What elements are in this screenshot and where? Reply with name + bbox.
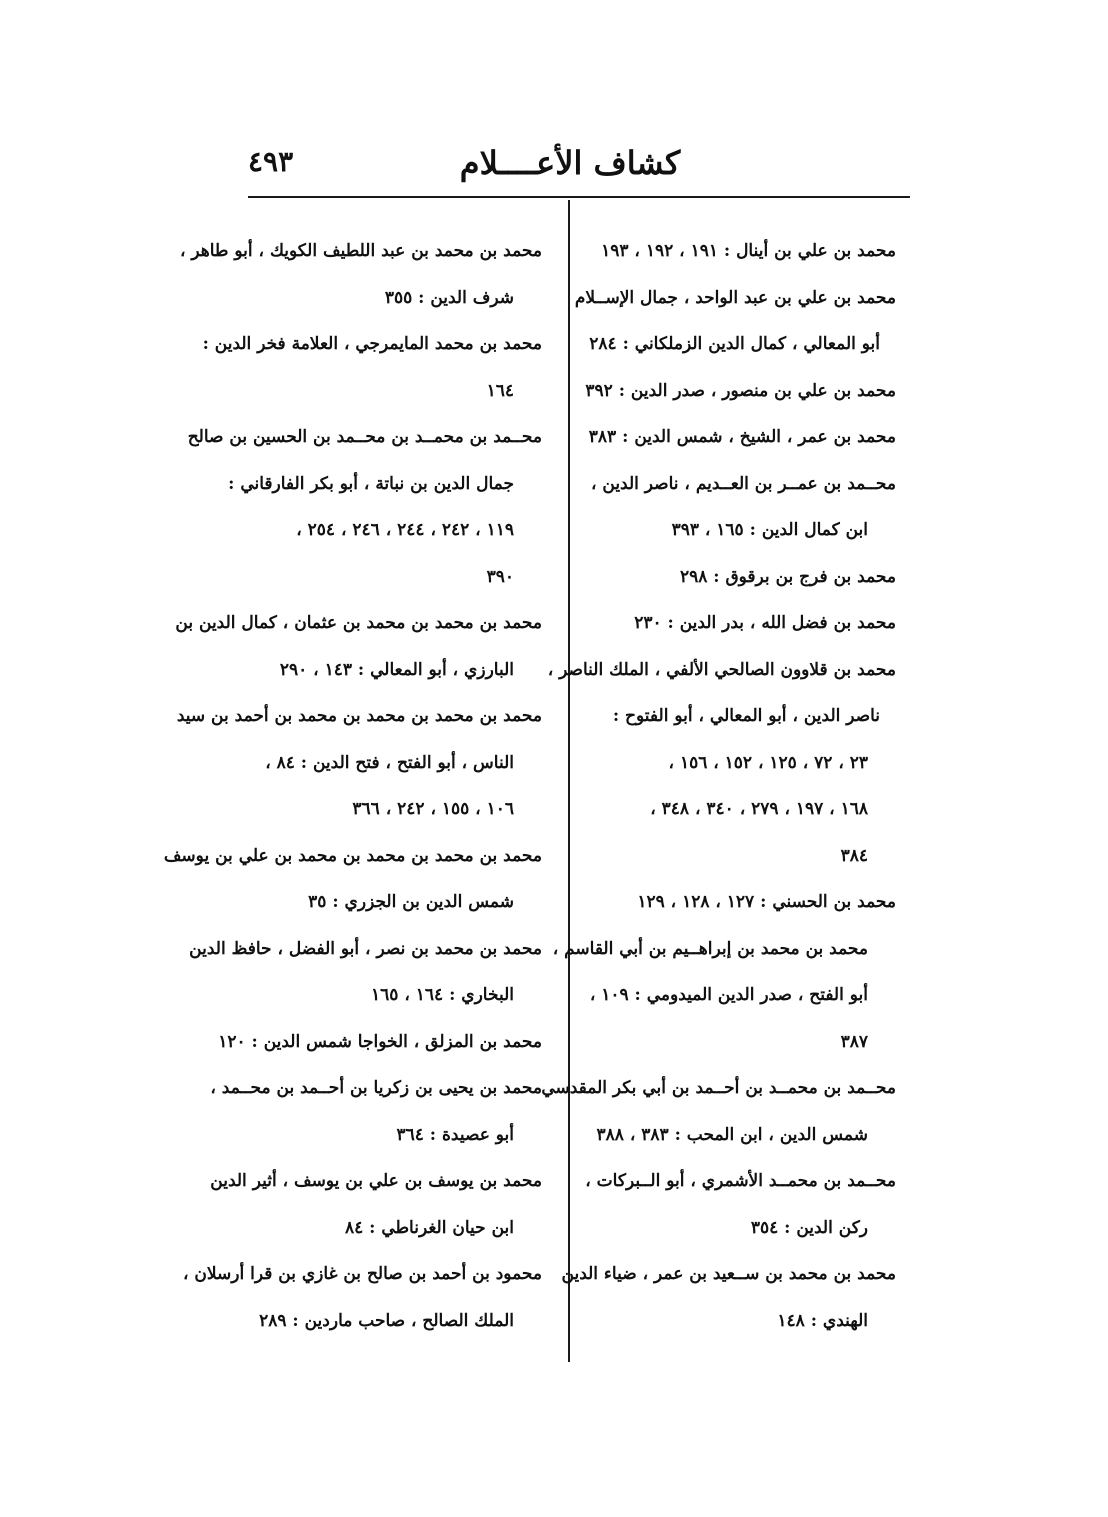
index-line: ناصر الدين ، أبو المعالي ، أبو الفتوح : (612, 706, 880, 726)
index-line: محمد بن محمد بن نصر ، أبو الفضل ، حافظ الدين (189, 938, 542, 959)
index-line: البخاري : ١٦٤ ، ١٦٥ (371, 985, 514, 1005)
index-line: محمد بن المزلق ، الخواجا شمس الدين : ١٢٠ (218, 1031, 542, 1052)
index-line: محمد بن محمد بن محمد بن محمد بن أحمد بن سيد (176, 706, 542, 726)
index-line: الملك الصالح ، صاحب ماردين : ٢٨٩ (259, 1310, 514, 1331)
index-line: محمد بن فضل الله ، بدر الدين : ٢٣٠ (634, 613, 896, 633)
left-column (163, 228, 542, 1344)
index-line: محمد بن علي بن منصور ، صدر الدين : ٣٩٢ (585, 380, 896, 401)
index-line: أبو المعالي ، كمال الدين الزملكاني : ٢٨٤ (589, 334, 880, 354)
index-line: محمد بن محمد بن ســعيد بن عمر ، ضياء الدين (561, 1264, 896, 1284)
index-line: البارزي ، أبو المعالي : ١٤٣ ، ٢٩٠ (279, 659, 514, 680)
page-title: كشاف الأعــــلام (459, 144, 681, 182)
index-line: ١٦٤ (486, 380, 514, 401)
page-number: ٤٩٣ (248, 145, 294, 178)
index-line: محــمد بن محمــد بن محــمد بن الحسين بن صالح (187, 427, 542, 447)
index-line: أبو عصيدة : ٣٦٤ (396, 1124, 514, 1145)
index-line: محمد بن عمر ، الشيخ ، شمس الدين : ٣٨٣ (588, 427, 896, 447)
index-line: ١٦٨ ، ١٩٧ ، ٢٧٩ ، ٣٤٠ ، ٣٤٨ ، (650, 799, 868, 819)
index-line: شمس الدين بن الجزري : ٣٥ (308, 892, 514, 912)
index-line: محمد بن فرج بن برقوق : ٢٩٨ (679, 566, 896, 587)
index-line: جمال الدين بن نباتة ، أبو بكر الفارقاني : (228, 473, 514, 494)
index-line: محــمد بن عمــر بن العــديم ، ناصر الدين ، (590, 473, 896, 494)
index-line: الهندي : ١٤٨ (777, 1310, 868, 1331)
index-line: محمد بن علي بن أينال : ١٩١ ، ١٩٢ ، ١٩٣ (601, 241, 896, 261)
index-line: ركن الدين : ٣٥٤ (750, 1217, 868, 1238)
index-line: محــمد بن محمــد الأشمري ، أبو الــبركات ، (585, 1171, 896, 1191)
index-line: شمس الدين ، ابن المحب : ٣٨٣ ، ٣٨٨ (596, 1124, 868, 1145)
index-line: شرف الدين : ٣٥٥ (384, 287, 514, 308)
column-divider (568, 200, 570, 1362)
header-rule (248, 196, 910, 198)
index-line: محمد بن علي بن عبد الواحد ، جمال الإســلام (574, 287, 896, 308)
index-line: ١٠٦ ، ١٥٥ ، ٢٤٢ ، ٣٦٦ (352, 799, 514, 819)
index-line: محمد بن محمد بن إبراهــيم بن أبي القاسم ، (552, 938, 868, 959)
index-line: محمد بن يوسف بن علي بن يوسف ، أثير الدين (210, 1171, 542, 1191)
index-line: محمد بن محمد بن محمد بن عثمان ، كمال الدين بن (175, 613, 542, 633)
index-line: ابن كمال الدين : ١٦٥ ، ٣٩٣ (671, 520, 868, 540)
index-line: الناس ، أبو الفتح ، فتح الدين : ٨٤ ، (265, 752, 514, 773)
index-line: محمد بن محمد بن محمد بن محمد بن علي بن يوسف (163, 845, 542, 866)
index-line: أبو الفتح ، صدر الدين الميدومي : ١٠٩ ، (589, 985, 868, 1005)
index-line: ٣٩٠ (486, 566, 514, 587)
index-line: ٣٨٤ (840, 845, 868, 866)
index-line: محمود بن أحمد بن صالح بن غازي بن قرا أرسلان ، (183, 1264, 542, 1284)
index-line: محمد بن قلاوون الصالحي الألفي ، الملك الناصر ، (547, 659, 896, 680)
index-line: محــمد بن محمــد بن أحــمد بن أبي بكر المقدسي (541, 1078, 896, 1098)
right-column (541, 228, 896, 1344)
index-line: ١١٩ ، ٢٤٢ ، ٢٤٤ ، ٢٤٦ ، ٢٥٤ ، (296, 520, 514, 540)
index-line: ابن حيان الغرناطي : ٨٤ (344, 1217, 514, 1238)
index-line: محمد بن يحيى بن زكريا بن أحــمد بن محــمد ، (210, 1078, 542, 1098)
index-line: محمد بن محمد بن عبد اللطيف الكويك ، أبو طاهر ، (180, 241, 542, 261)
index-line: محمد بن محمد المايمرجي ، العلامة فخر الدين : (202, 334, 542, 354)
index-line: محمد بن الحسني : ١٢٧ ، ١٢٨ ، ١٢٩ (637, 892, 896, 912)
index-line: ٣٨٧ (840, 1031, 868, 1052)
index-line: ٢٣ ، ٧٢ ، ١٢٥ ، ١٥٢ ، ١٥٦ ، (668, 752, 868, 773)
